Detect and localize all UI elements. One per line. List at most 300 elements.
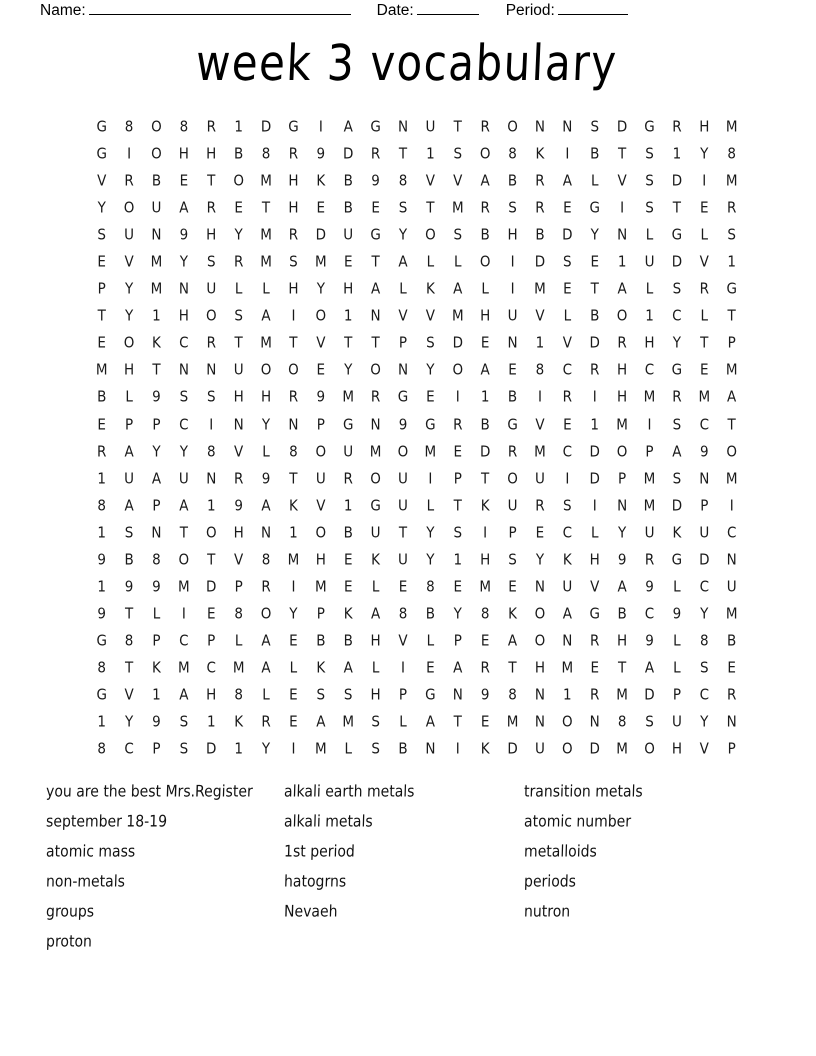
word-list-item[interactable]: alkali earth metals [283,782,415,801]
grid-cell[interactable]: P [508,523,517,542]
grid-cell[interactable]: A [644,658,655,677]
grid-cell[interactable]: D [206,577,217,596]
grid-cell[interactable]: Y [316,280,325,299]
grid-cell[interactable]: D [589,334,600,353]
grid-cell[interactable]: K [425,280,435,299]
grid-cell[interactable]: D [589,442,600,461]
grid-cell[interactable]: P [618,469,627,488]
grid-cell[interactable]: V [617,172,627,191]
word-list-item[interactable]: transition metals [523,782,644,801]
word-list-item[interactable]: non-metals [45,872,126,891]
grid-cell[interactable]: O [233,172,244,191]
grid-cell[interactable]: M [616,740,628,758]
grid-cell[interactable]: G [342,415,354,434]
grid-cell[interactable]: U [507,496,518,515]
grid-cell[interactable]: L [262,442,270,461]
grid-cell[interactable]: U [343,226,354,245]
grid-cell[interactable]: A [261,496,271,515]
grid-cell[interactable]: R [370,388,381,407]
grid-cell[interactable]: R [343,469,353,488]
grid-cell[interactable]: R [480,117,490,136]
grid-cell[interactable]: K [316,172,326,191]
grid-cell[interactable]: M [616,685,628,704]
grid-cell[interactable]: U [343,442,354,461]
grid-cell[interactable]: D [616,117,628,136]
grid-cell[interactable]: 9 [617,550,627,569]
grid-cell[interactable]: 1 [152,307,161,326]
grid-cell[interactable]: 9 [234,496,243,515]
grid-cell[interactable]: K [480,496,490,515]
grid-cell[interactable]: D [562,226,573,245]
grid-cell[interactable]: M [725,469,738,488]
grid-cell[interactable]: M [314,740,327,758]
grid-cell[interactable]: L [426,631,435,650]
grid-cell[interactable]: 8 [124,631,134,650]
grid-cell[interactable]: N [370,307,381,326]
grid-cell[interactable]: O [507,469,518,488]
grid-cell[interactable]: P [152,631,161,650]
grid-cell[interactable]: P [453,631,462,650]
grid-cell[interactable]: Y [152,442,161,461]
grid-cell[interactable]: A [507,631,518,650]
grid-cell[interactable]: 1 [152,685,161,704]
grid-cell[interactable]: H [589,550,600,569]
grid-cell[interactable]: O [260,604,272,623]
grid-cell[interactable]: H [233,388,244,407]
grid-cell[interactable]: P [152,496,161,515]
grid-cell[interactable]: E [289,685,298,704]
grid-cell[interactable]: V [234,550,244,569]
grid-cell[interactable]: M [369,442,382,461]
grid-cell[interactable]: 8 [97,658,106,677]
grid-cell[interactable]: P [700,496,709,515]
grid-cell[interactable]: E [480,713,490,731]
grid-cell[interactable]: Y [590,226,599,245]
grid-cell[interactable]: A [261,307,271,326]
grid-cell[interactable]: I [401,658,405,677]
grid-cell[interactable]: K [152,334,161,353]
grid-cell[interactable]: M [725,361,738,380]
grid-cell[interactable]: U [398,469,408,488]
grid-cell[interactable]: T [453,713,462,731]
word-list-item[interactable]: alkali metals [283,812,374,831]
grid-cell[interactable]: R [590,631,600,650]
grid-cell[interactable]: H [343,280,354,299]
grid-cell[interactable]: H [288,280,299,299]
grid-cell[interactable]: A [453,280,463,299]
grid-cell[interactable]: B [343,199,353,218]
grid-cell[interactable]: V [699,253,709,272]
grid-cell[interactable]: 1 [480,388,490,407]
grid-cell[interactable]: V [316,334,326,353]
grid-cell[interactable]: H [699,117,710,136]
grid-cell[interactable]: C [179,334,189,353]
grid-cell[interactable]: M [725,117,738,136]
grid-cell[interactable]: M [342,713,355,731]
grid-cell[interactable]: 1 [343,307,353,326]
grid-cell[interactable]: R [535,496,545,515]
grid-cell[interactable]: T [398,523,408,542]
grid-cell[interactable]: I [291,740,296,758]
grid-cell[interactable]: A [398,253,408,272]
grid-cell[interactable]: S [316,685,326,704]
grid-cell[interactable]: I [620,199,625,218]
grid-cell[interactable]: C [644,604,655,623]
grid-cell[interactable]: C [206,658,216,677]
grid-cell[interactable]: N [151,226,162,245]
grid-cell[interactable]: T [453,496,462,515]
grid-cell[interactable]: S [398,199,408,218]
grid-cell[interactable]: M [260,172,272,191]
grid-cell[interactable]: O [370,361,381,380]
grid-cell[interactable]: K [508,604,517,623]
grid-cell[interactable]: H [671,740,682,758]
grid-cell[interactable]: C [562,523,573,542]
grid-cell[interactable]: O [123,334,135,353]
grid-cell[interactable]: S [234,307,243,326]
grid-cell[interactable]: L [426,496,435,515]
grid-cell[interactable]: E [563,280,572,299]
grid-cell[interactable]: S [179,388,189,407]
grid-cell[interactable]: 1 [97,713,106,731]
grid-cell[interactable]: C [562,361,573,380]
grid-cell[interactable]: A [179,199,189,218]
grid-cell[interactable]: Y [179,442,188,461]
grid-cell[interactable]: U [151,199,162,218]
grid-cell[interactable]: 9 [398,415,408,434]
grid-cell[interactable]: R [453,415,463,434]
grid-cell[interactable]: 9 [316,145,326,163]
grid-cell[interactable]: R [590,685,600,704]
grid-cell[interactable]: 8 [97,740,106,758]
grid-cell[interactable]: D [206,740,217,758]
grid-cell[interactable]: L [426,253,435,272]
grid-cell[interactable]: N [534,577,545,596]
grid-cell[interactable]: E [480,334,490,353]
grid-cell[interactable]: I [127,145,132,163]
grid-cell[interactable]: C [672,307,682,326]
grid-cell[interactable]: S [645,172,654,191]
grid-cell[interactable]: N [452,685,463,704]
grid-cell[interactable]: B [151,172,162,191]
grid-cell[interactable]: R [562,388,573,407]
grid-cell[interactable]: V [699,740,709,758]
grid-cell[interactable]: A [179,496,189,515]
grid-cell[interactable]: B [124,550,134,569]
grid-cell[interactable]: R [206,199,216,218]
grid-cell[interactable]: T [152,361,161,380]
grid-cell[interactable]: K [672,523,682,542]
grid-cell[interactable]: R [617,334,627,353]
grid-cell[interactable]: O [507,117,518,136]
grid-cell[interactable]: E [343,550,353,569]
grid-cell[interactable]: I [428,469,433,488]
grid-cell[interactable]: T [617,145,627,163]
grid-cell[interactable]: O [151,117,162,136]
grid-cell[interactable]: D [343,145,354,163]
grid-cell[interactable]: N [726,713,737,731]
grid-cell[interactable]: U [124,469,135,488]
grid-cell[interactable]: M [260,226,272,245]
grid-cell[interactable]: 9 [316,388,326,407]
grid-cell[interactable]: S [453,226,463,245]
grid-cell[interactable]: U [535,740,545,758]
grid-cell[interactable]: O [205,307,217,326]
grid-cell[interactable]: B [425,604,436,623]
grid-cell[interactable]: T [124,604,134,623]
grid-cell[interactable]: S [563,253,572,272]
grid-cell[interactable]: D [671,172,683,191]
grid-cell[interactable]: B [316,631,326,650]
grid-cell[interactable]: 1 [97,577,106,596]
grid-cell[interactable]: N [617,226,628,245]
grid-cell[interactable]: O [151,145,162,163]
grid-cell[interactable]: S [590,117,600,136]
grid-cell[interactable]: O [479,145,491,163]
grid-cell[interactable]: D [671,496,683,515]
grid-cell[interactable]: M [616,415,628,434]
grid-cell[interactable]: U [644,523,655,542]
grid-cell[interactable]: U [398,550,408,569]
grid-cell[interactable]: L [673,577,681,596]
grid-cell[interactable]: T [234,334,243,353]
grid-cell[interactable]: N [562,117,573,136]
grid-cell[interactable]: 1 [206,496,216,515]
grid-cell[interactable]: 8 [617,713,627,731]
grid-cell[interactable]: G [671,361,683,380]
grid-cell[interactable]: 8 [124,117,134,136]
grid-cell[interactable]: E [343,577,353,596]
grid-cell[interactable]: V [398,631,408,650]
grid-cell[interactable]: L [563,307,572,326]
grid-cell[interactable]: O [370,469,381,488]
word-list-item[interactable]: atomic number [523,812,632,831]
grid-cell[interactable]: T [426,199,435,218]
grid-cell[interactable]: G [589,199,600,218]
grid-cell[interactable]: H [617,388,628,407]
grid-cell[interactable]: T [207,550,216,569]
grid-cell[interactable]: 1 [727,253,736,272]
grid-cell[interactable]: T [371,253,380,272]
grid-cell[interactable]: S [672,280,682,299]
grid-cell[interactable]: L [262,280,270,299]
grid-cell[interactable]: O [315,307,327,326]
grid-cell[interactable]: P [453,469,462,488]
grid-cell[interactable]: V [535,415,545,434]
grid-cell[interactable]: M [314,577,327,596]
grid-cell[interactable]: O [123,199,135,218]
grid-cell[interactable]: I [455,388,460,407]
grid-cell[interactable]: G [370,496,381,515]
grid-cell[interactable]: T [289,469,298,488]
grid-cell[interactable]: R [261,577,271,596]
grid-cell[interactable]: B [343,172,353,191]
grid-cell[interactable]: T [261,199,271,218]
grid-cell[interactable]: K [152,658,161,677]
grid-cell[interactable]: S [645,145,654,163]
grid-cell[interactable]: R [124,172,134,191]
grid-cell[interactable]: A [727,388,737,407]
grid-cell[interactable]: V [124,685,134,704]
grid-cell[interactable]: L [399,713,407,731]
grid-cell[interactable]: B [507,172,518,191]
grid-cell[interactable]: U [206,280,217,299]
grid-cell[interactable]: Y [535,550,545,569]
grid-cell[interactable]: M [95,361,108,380]
grid-cell[interactable]: R [288,145,299,163]
grid-cell[interactable]: L [399,280,407,299]
grid-cell[interactable]: P [234,577,243,596]
grid-cell[interactable]: R [699,280,709,299]
grid-cell[interactable]: M [451,307,464,326]
grid-cell[interactable]: N [397,361,409,380]
grid-cell[interactable]: B [590,145,600,163]
grid-cell[interactable]: Y [453,604,462,623]
grid-cell[interactable]: E [398,577,408,596]
grid-cell[interactable]: R [480,199,490,218]
grid-cell[interactable]: V [453,172,463,191]
grid-cell[interactable]: M [479,577,491,596]
grid-cell[interactable]: H [288,172,299,191]
grid-cell[interactable]: L [234,631,243,650]
grid-cell[interactable]: C [699,577,709,596]
grid-cell[interactable]: 1 [234,117,243,136]
grid-cell[interactable]: 8 [398,172,408,191]
grid-cell[interactable]: U [370,523,381,542]
grid-cell[interactable]: M [643,496,656,515]
grid-cell[interactable]: 9 [371,172,380,191]
grid-cell[interactable]: H [206,685,217,704]
grid-cell[interactable]: 8 [261,145,271,163]
grid-cell[interactable]: Y [124,307,134,326]
grid-cell[interactable]: 8 [508,685,517,704]
grid-cell[interactable]: K [316,658,326,677]
grid-cell[interactable]: M [260,253,272,272]
grid-cell[interactable]: S [343,685,353,704]
grid-cell[interactable]: U [535,469,545,488]
grid-cell[interactable]: M [150,253,163,272]
grid-cell[interactable]: L [152,604,161,623]
grid-cell[interactable]: K [562,550,572,569]
grid-cell[interactable]: H [480,307,491,326]
grid-cell[interactable]: Y [426,361,435,380]
grid-cell[interactable]: A [151,469,162,488]
grid-cell[interactable]: K [535,145,545,163]
grid-cell[interactable]: H [644,334,655,353]
grid-cell[interactable]: E [508,361,517,380]
grid-cell[interactable]: U [507,307,518,326]
grid-cell[interactable]: N [260,523,272,542]
grid-cell[interactable]: L [289,658,298,677]
grid-cell[interactable]: V [234,442,244,461]
grid-cell[interactable]: O [205,523,217,542]
grid-cell[interactable]: K [371,550,381,569]
grid-cell[interactable]: R [535,199,545,218]
grid-cell[interactable]: O [616,307,628,326]
grid-cell[interactable]: Y [97,199,106,218]
grid-cell[interactable]: K [343,604,353,623]
word-list-item[interactable]: atomic mass [45,842,136,861]
grid-cell[interactable]: V [535,307,545,326]
grid-cell[interactable]: M [178,577,190,596]
grid-cell[interactable]: 8 [426,577,435,596]
grid-cell[interactable]: G [96,117,107,136]
grid-cell[interactable]: A [480,361,490,380]
grid-cell[interactable]: E [289,631,298,650]
grid-cell[interactable]: H [178,307,189,326]
grid-cell[interactable]: P [398,334,408,353]
grid-cell[interactable]: M [451,199,464,218]
grid-cell[interactable]: R [206,117,216,136]
grid-cell[interactable]: O [534,604,546,623]
grid-cell[interactable]: T [700,334,709,353]
grid-cell[interactable]: 8 [179,117,189,136]
grid-cell[interactable]: I [565,145,570,163]
word-list-item[interactable]: metalloids [523,842,598,861]
grid-cell[interactable]: C [699,415,709,434]
word-list-item[interactable]: proton [45,932,93,951]
grid-cell[interactable]: O [315,523,327,542]
grid-cell[interactable]: I [291,577,296,596]
grid-cell[interactable]: L [234,280,243,299]
grid-cell[interactable]: N [534,685,545,704]
grid-cell[interactable]: U [315,469,326,488]
grid-cell[interactable]: H [480,550,491,569]
grid-cell[interactable]: A [617,280,627,299]
grid-cell[interactable]: O [178,550,190,569]
grid-cell[interactable]: E [316,361,326,380]
grid-cell[interactable]: O [562,713,573,731]
grid-cell[interactable]: H [124,361,135,380]
grid-cell[interactable]: U [398,496,408,515]
grid-cell[interactable]: C [644,361,655,380]
grid-cell[interactable]: O [397,442,409,461]
grid-cell[interactable]: S [645,713,654,731]
grid-cell[interactable]: R [672,117,682,136]
grid-cell[interactable]: L [673,658,681,677]
grid-cell[interactable]: V [425,307,435,326]
grid-cell[interactable]: D [315,226,327,245]
grid-cell[interactable]: E [426,388,435,407]
grid-cell[interactable]: N [617,496,628,515]
grid-cell[interactable]: S [426,334,435,353]
grid-cell[interactable]: 9 [480,685,490,704]
grid-cell[interactable]: I [592,496,597,515]
grid-cell[interactable]: T [371,334,380,353]
grid-cell[interactable]: I [510,280,515,299]
grid-cell[interactable]: U [644,253,655,272]
grid-cell[interactable]: M [178,658,190,677]
grid-cell[interactable]: Y [617,523,627,542]
grid-cell[interactable]: O [616,442,628,461]
grid-cell[interactable]: I [702,172,707,191]
grid-cell[interactable]: B [507,388,518,407]
grid-cell[interactable]: U [178,469,189,488]
grid-cell[interactable]: R [672,388,682,407]
grid-cell[interactable]: H [617,361,628,380]
word-list-item[interactable]: september 18-19 [45,812,168,831]
grid-cell[interactable]: D [644,685,655,704]
grid-cell[interactable]: B [617,604,627,623]
grid-cell[interactable]: P [316,604,325,623]
grid-cell[interactable]: H [288,199,299,218]
grid-cell[interactable]: G [507,415,518,434]
grid-cell[interactable]: E [535,523,545,542]
grid-cell[interactable]: U [124,226,135,245]
grid-cell[interactable]: R [233,469,244,488]
grid-cell[interactable]: R [535,172,545,191]
grid-cell[interactable]: 1 [453,550,463,569]
